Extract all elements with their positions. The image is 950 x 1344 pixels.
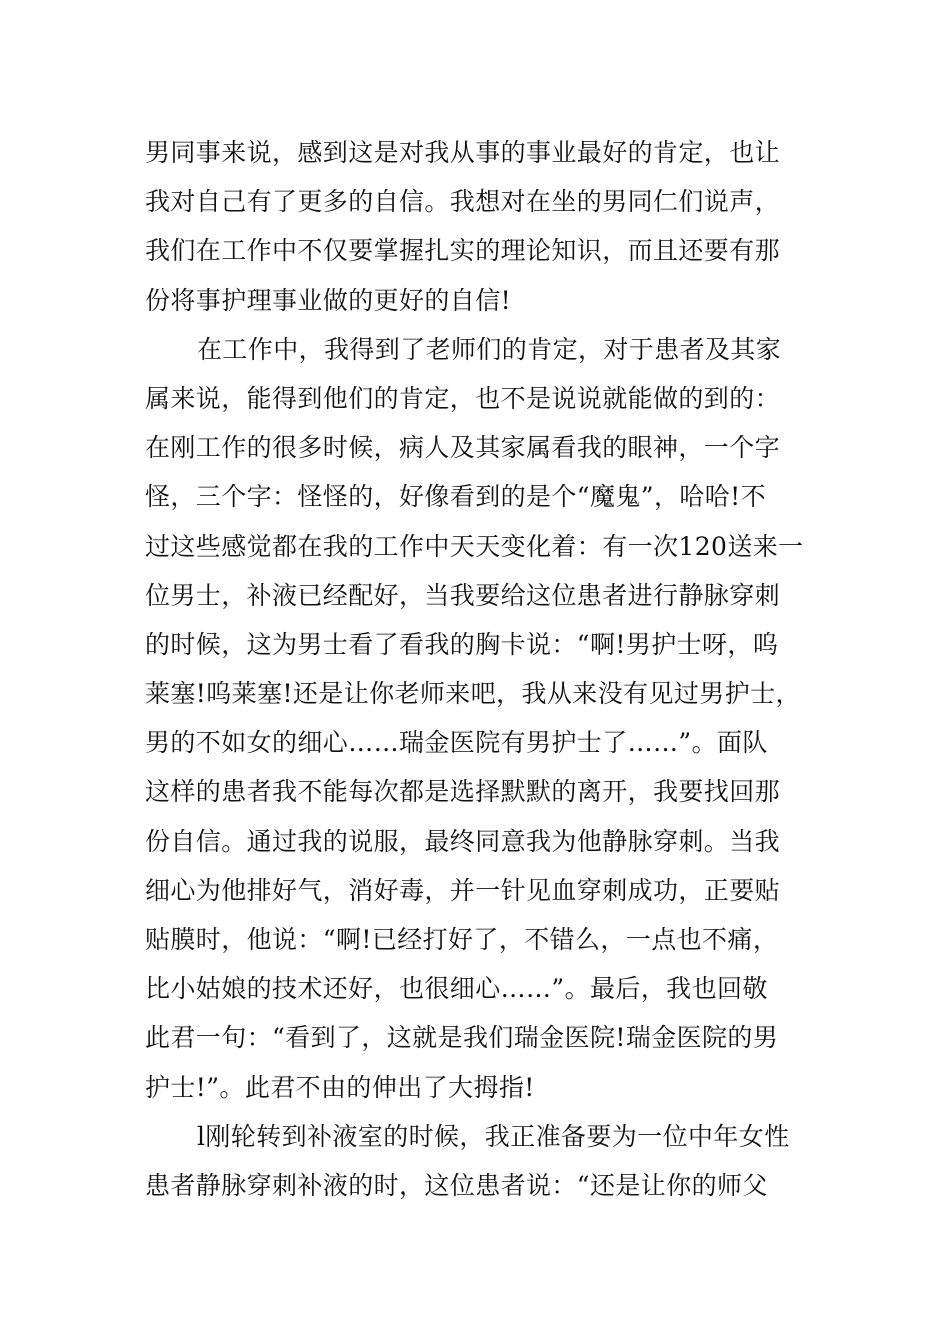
text-line: 过这些感觉都在我的工作中天天变化着：有一次120送来一	[145, 531, 804, 561]
paragraph-start-line: l刚轮转到补液室的时候，我正准备要为一位中年女性	[197, 1121, 790, 1151]
text-line: 我们在工作中不仅要掌握扎实的理论知识，而且还要有那	[145, 236, 781, 266]
paragraph-start-line: 在工作中，我得到了老师们的肯定，对于患者及其家	[197, 334, 782, 364]
text-line: 护士!”。此君不由的伸出了大拇指!	[145, 1072, 535, 1102]
text-line: 男同事来说，感到这是对我从事的事业最好的肯定，也让	[145, 138, 781, 167]
text-line: 属来说，能得到他们的肯定，也不是说说就能做的到的：	[145, 383, 781, 413]
text-line: 的时候，这为男士看了看我的胸卡说：“啊!男护士呀，呜	[145, 629, 779, 659]
text-line: 在刚工作的很多时候，病人及其家属看我的眼神，一个字	[145, 433, 781, 463]
text-line: 贴膜时，他说：“啊!已经打好了，不错么，一点也不痛，	[145, 925, 779, 954]
text-line: 此君一句：“看到了，这就是我们瑞金医院!瑞金医院的男	[145, 1023, 779, 1053]
text-line: 怪，三个字：怪怪的，好像看到的是个“魔鬼”，哈哈!不	[145, 482, 767, 512]
text-line: 莱塞!呜莱塞!还是让你老师来吧，我从来没有见过男护士，	[145, 679, 801, 709]
text-line: 这样的患者我不能每次都是选择默默的离开，我要找回那	[145, 777, 781, 807]
text-line: 患者静脉穿刺补液的时，这位患者说：“还是让你的师父	[145, 1170, 768, 1200]
text-line: 细心为他排好气，消好毒，并一针见血穿刺成功，正要贴	[145, 875, 781, 905]
text-line: 比小姑娘的技术还好，也很细心……”。最后，我也回敬	[145, 974, 768, 1004]
text-line: 我对自己有了更多的自信。我想对在坐的男同仁们说声，	[145, 187, 781, 217]
text-line: 位男士，补液已经配好，当我要给这位患者进行静脉穿刺	[145, 580, 781, 610]
text-line: 份将事护理事业做的更好的自信!	[145, 285, 512, 315]
body-text	[145, 128, 825, 1210]
text-line: 男的不如女的细心……瑞金医院有男护士了……”。面队	[145, 728, 768, 758]
text-line: 份自信。通过我的说服，最终同意我为他静脉穿刺。当我	[145, 826, 781, 856]
